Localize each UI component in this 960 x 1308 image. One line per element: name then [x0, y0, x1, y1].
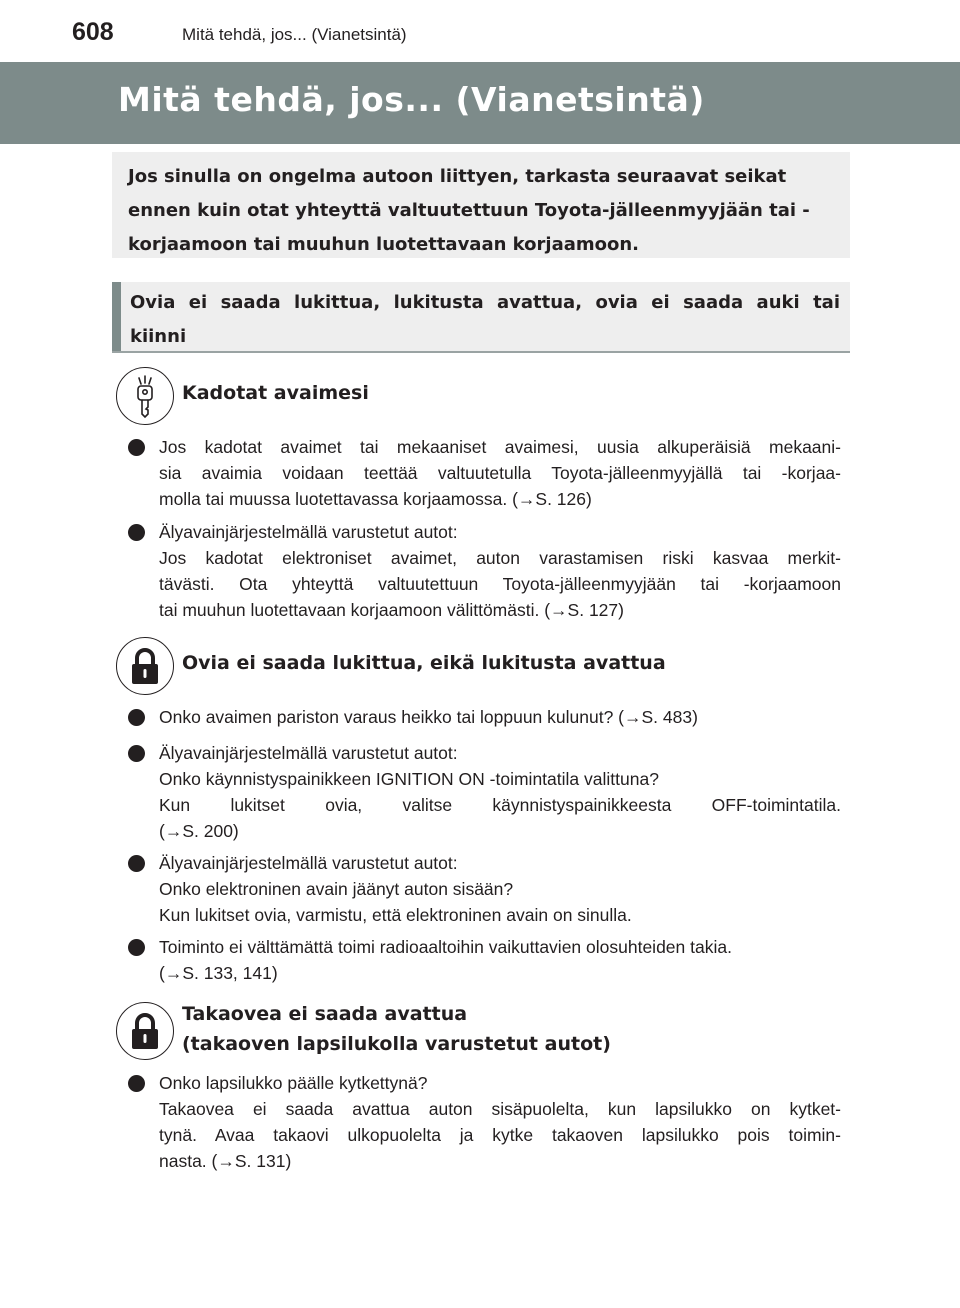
item-line: Takaovea ei saada avattua auton sisäpuolelta, kun lapsilukko on kytket-	[159, 1099, 841, 1119]
list-item	[128, 740, 841, 844]
group-heading-rear-door	[182, 999, 611, 1059]
bullet-icon	[128, 439, 145, 456]
list-item	[128, 519, 841, 623]
item-line: Onko käynnistyspainikkeen IGNITION ON -toimintatila valittuna?	[159, 769, 659, 789]
padlock-icon	[116, 1002, 174, 1060]
page-number: 608	[72, 18, 114, 46]
item-line: nasta. (→S. 131)	[159, 1151, 292, 1171]
item-line: Onko avaimen pariston varaus heikko tai loppuun kulunut? (→S. 483)	[159, 707, 698, 727]
key-icon	[116, 367, 174, 425]
section-title-line-2: kiinni	[130, 326, 187, 347]
bullet-icon	[128, 1075, 145, 1092]
item-line: Älyavainjärjestelmällä varustetut autot:	[159, 522, 458, 542]
bullet-icon	[128, 939, 145, 956]
group-heading-cannot-lock: Ovia ei saada lukittua, eikä lukitusta avattua	[182, 652, 666, 674]
section-title-line-1: Ovia ei saada lukittua, lukitusta avattua, ovia ei saada auki tai	[130, 292, 840, 313]
item-line: (→S. 200)	[159, 821, 239, 841]
group-heading-line-1: Takaovea ei saada avattua	[182, 1003, 468, 1025]
item-line: Älyavainjärjestelmällä varustetut autot:	[159, 743, 458, 763]
bullet-icon	[128, 855, 145, 872]
item-line: tävästi. Ota yhteyttä valtuutettuun Toyota-jälleenmyyjään tai -korjaamoon	[159, 574, 841, 594]
intro-text: Jos sinulla on ongelma autoon liittyen, tarkasta seuraavat seikat ennen kuin otat yhteyttä valtuutettuun Toyota-jälleenmyyjään tai -korjaamoon tai muuhun luotettavaan korjaamoon.	[128, 166, 810, 255]
title-bar	[0, 62, 960, 144]
list-item	[128, 434, 841, 512]
running-head: Mitä tehdä, jos... (Vianetsintä)	[182, 25, 407, 44]
list-item	[128, 1070, 841, 1174]
bullet-icon	[128, 745, 145, 762]
page-title: Mitä tehdä, jos... (Vianetsintä)	[118, 80, 705, 119]
group-heading-line-2: (takaoven lapsilukolla varustetut autot)	[182, 1033, 611, 1055]
item-line: sia avaimia voidaan teettää valtuutetulla Toyota-jälleenmyyjällä tai -korjaa-	[159, 463, 841, 483]
item-line: tynä. Avaa takaovi ulkopuolelta ja kytke takaoven lapsilukko pois toimin-	[159, 1125, 841, 1145]
item-line: Älyavainjärjestelmällä varustetut autot:	[159, 853, 458, 873]
padlock-icon	[116, 637, 174, 695]
list-item	[128, 704, 841, 730]
page-header	[0, 0, 960, 60]
list-item	[128, 934, 841, 986]
item-line: molla tai muussa luotettavassa korjaamossa. (→S. 126)	[159, 489, 592, 509]
group-heading-lost-keys: Kadotat avaimesi	[182, 382, 369, 404]
item-line: Kun lukitset ovia, varmistu, että elektroninen avain on sinulla.	[159, 905, 632, 925]
item-line: tai muuhun luotettavaan korjaamoon välittömästi. (→S. 127)	[159, 600, 624, 620]
list-item	[128, 850, 841, 928]
item-line: Toiminto ei välttämättä toimi radioaaltoihin vaikuttavien olosuhteiden takia.	[159, 937, 732, 957]
bullet-icon	[128, 524, 145, 541]
section-accent-bar	[112, 282, 121, 351]
section-heading-box	[112, 282, 850, 353]
item-line: Kun lukitset ovia, valitse käynnistyspainikkeesta OFF-toimintatila.	[159, 795, 841, 815]
bullet-icon	[128, 709, 145, 726]
item-line: Onko elektroninen avain jäänyt auton sisään?	[159, 879, 514, 899]
item-line: Jos kadotat avaimet tai mekaaniset avaimesi, uusia alkuperäisiä mekaani-	[159, 437, 841, 457]
item-line: Jos kadotat elektroniset avaimet, auton varastamisen riski kasvaa merkit-	[159, 548, 841, 568]
section-title	[130, 286, 840, 354]
item-line: Onko lapsilukko päälle kytkettynä?	[159, 1073, 428, 1093]
item-line: (→S. 133, 141)	[159, 963, 278, 983]
intro-box	[112, 152, 850, 258]
